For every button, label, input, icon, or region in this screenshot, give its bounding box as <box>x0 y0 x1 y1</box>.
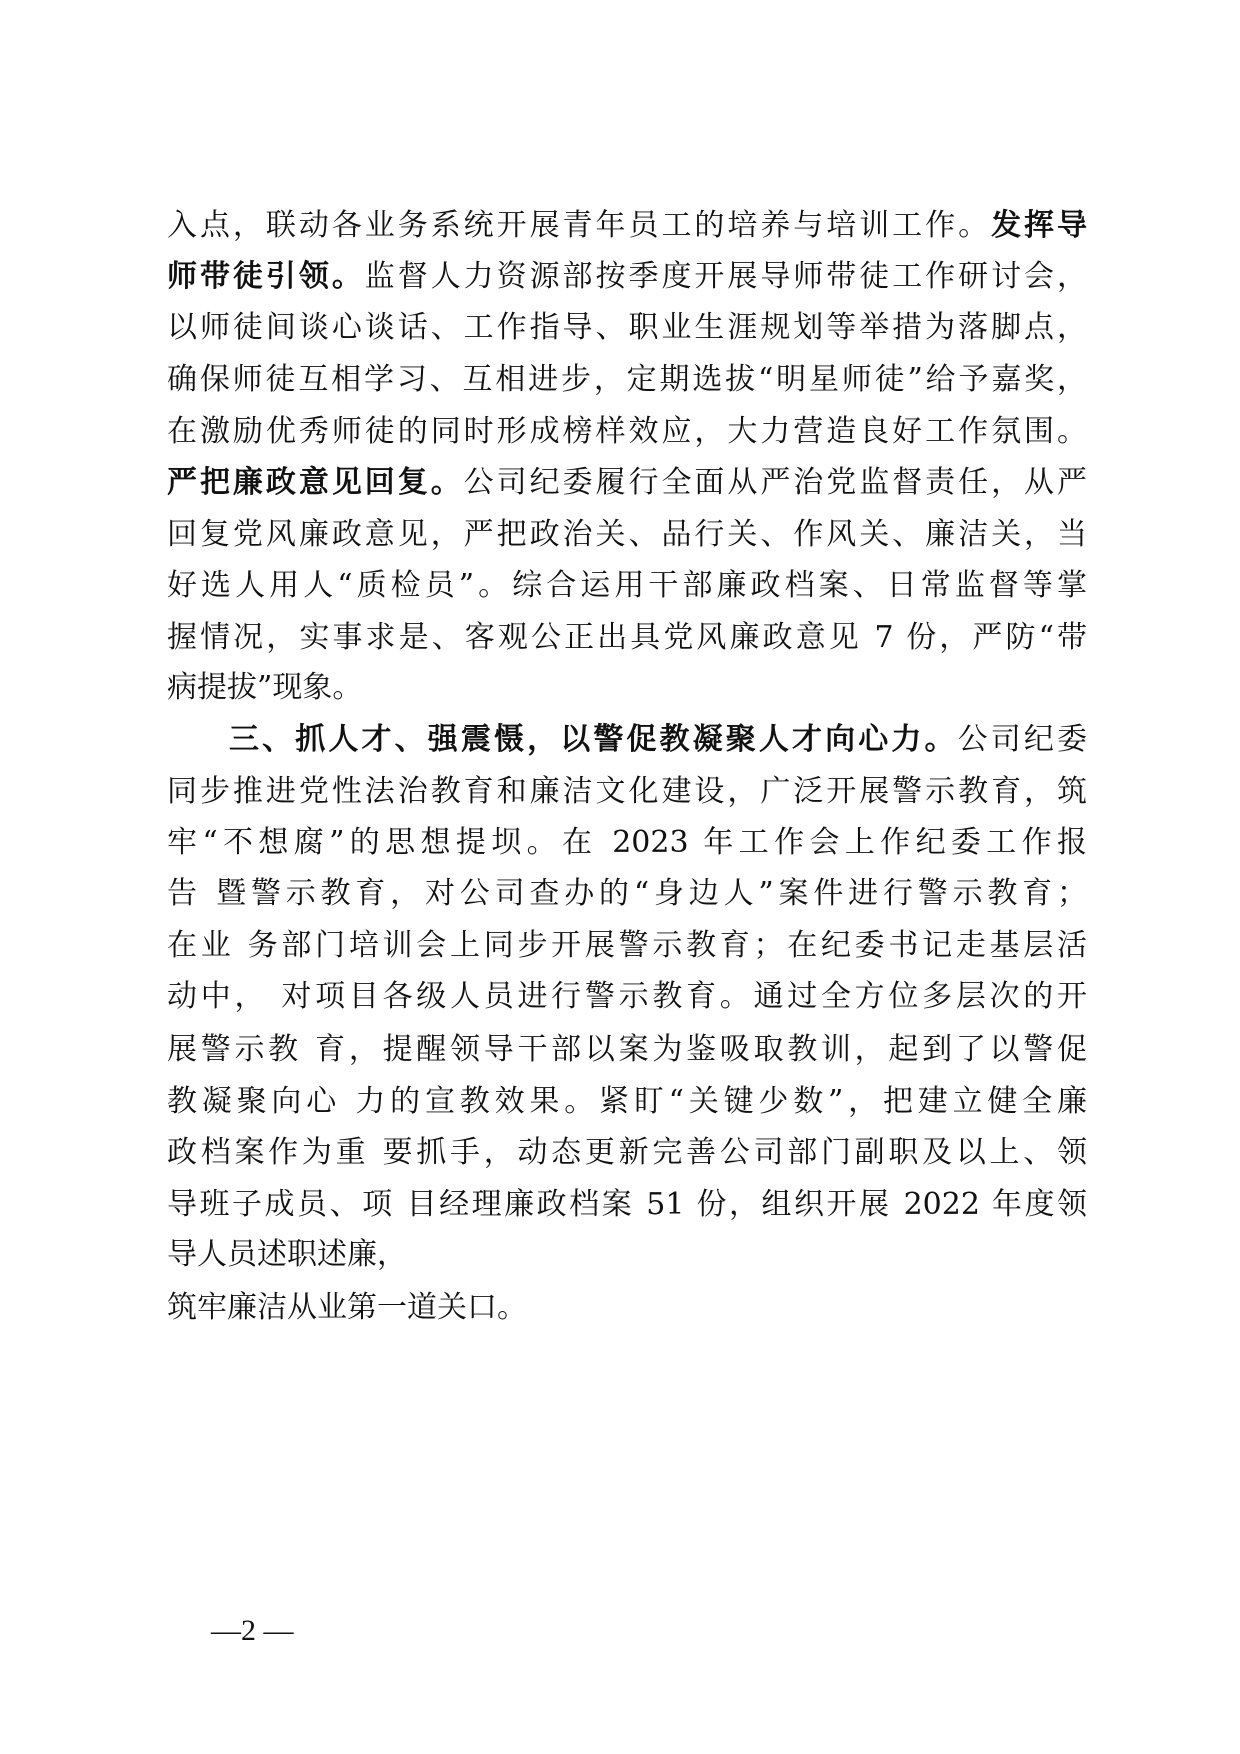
text-line <box>229 715 1087 765</box>
text-line <box>167 407 1087 457</box>
body-text: 公司纪委 <box>957 722 1088 757</box>
body-text: 告 暨警示教育，对公司查办的“身边人”案件进行警示教育； <box>167 876 1087 911</box>
text-line <box>167 1128 1087 1178</box>
body-text: 同步推进党性法治教育和廉洁文化建设，广泛开展警示教育，筑 <box>167 774 1087 809</box>
text-line <box>167 355 1087 405</box>
body-text: 导班子成员、项 目经理廉政档案 51 份，组织开展 2022 年度领 <box>167 1187 1087 1222</box>
text-line <box>167 1180 1087 1230</box>
text-line <box>167 1230 1087 1280</box>
body-text: 公司纪委履行全面从严治党监督责任，从严 <box>463 465 1088 500</box>
body-text: 握情况，实事求是、客观公正出具党风廉政意见 7 份，严防“带 <box>167 620 1087 655</box>
body-text: 确保师徒互相学习、互相进步，定期选拔“明星师徒”给予嘉奖， <box>167 362 1087 397</box>
body-text: 牢“不想腐”的思想提坝。在 2023 年工作会上作纪委工作报 <box>167 825 1087 860</box>
body-text: 展警示教 育，提醒领导干部以案为鉴吸取教训，起到了以警促 <box>167 1032 1087 1067</box>
body-text: 教凝聚向心 力的宣教效果。紧盯“关键少数”，把建立健全廉 <box>167 1084 1087 1119</box>
bold-heading-text: 三、抓人才、强震慑，以警促教凝聚人才向心力。 <box>229 722 958 757</box>
body-text: 监督人力资源部按季度开展导师带徒工作研讨会， <box>364 259 1088 294</box>
text-line <box>167 818 1087 868</box>
text-line <box>167 458 1087 508</box>
body-text: 病提拔”现象。 <box>167 670 363 705</box>
body-text: 筑牢廉洁从业第一道关口。 <box>167 1290 527 1325</box>
body-text: 导人员述职述廉， <box>167 1237 407 1272</box>
bold-heading-text: 发挥导 <box>991 208 1088 243</box>
text-line <box>167 201 1087 251</box>
bold-heading-text: 师带徒引领。 <box>167 259 365 294</box>
text-line <box>167 561 1087 611</box>
body-text: 以师徒间谈心谈话、工作指导、职业生涯规划等举措为落脚点， <box>167 310 1087 345</box>
text-line <box>167 869 1087 919</box>
body-text: 政档案作为重 要抓手，动态更新完善公司部门副职及以上、领 <box>167 1135 1087 1170</box>
body-text: 回复党风廉政意见，严把政治关、品行关、作风关、廉洁关，当 <box>167 517 1087 552</box>
text-line <box>167 1025 1087 1075</box>
body-text: 入点，联动各业务系统开展青年员工的培养与培训工作。 <box>167 208 992 243</box>
text-line <box>167 303 1087 353</box>
body-text: 在激励优秀师徒的同时形成榜样效应，大力营造良好工作氛围。 <box>167 414 1087 449</box>
text-line <box>167 1283 1087 1333</box>
text-line <box>167 613 1087 663</box>
text-line <box>167 972 1087 1022</box>
text-line <box>167 252 1087 302</box>
body-text: 好选人用人“质检员”。综合运用干部廉政档案、日常监督等掌 <box>167 568 1087 603</box>
text-line <box>167 510 1087 560</box>
text-line <box>167 663 1087 713</box>
text-line <box>167 1077 1087 1127</box>
bold-heading-text: 严把廉政意见回复。 <box>167 465 464 500</box>
page-number: —2 — <box>211 1614 294 1647</box>
body-text: 动中， 对项目各级人员进行警示教育。通过全方位多层次的开 <box>167 979 1087 1014</box>
body-text: 在业 务部门培训会上同步开展警示教育；在纪委书记走基层活 <box>167 928 1087 963</box>
text-line <box>167 921 1087 971</box>
text-line <box>167 767 1087 817</box>
